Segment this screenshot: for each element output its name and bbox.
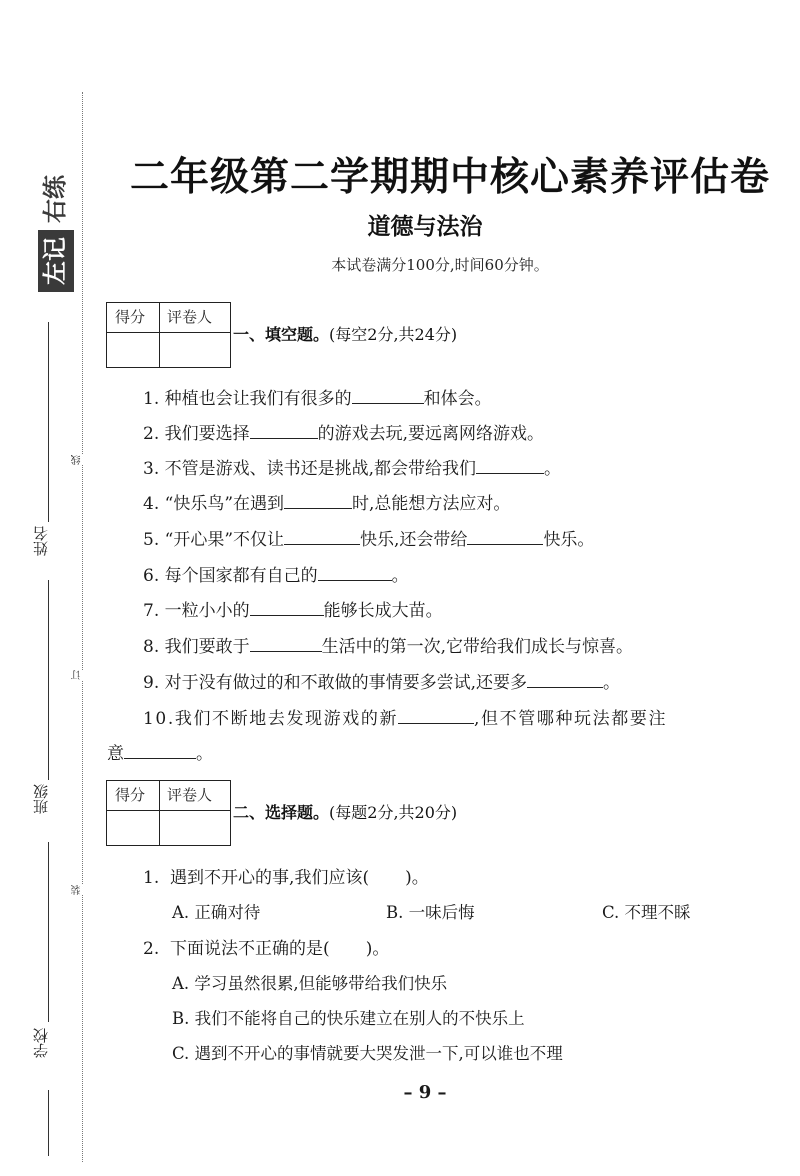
fill-question-6: 6. 每个国家都有自己的 。 xyxy=(143,566,409,586)
subject-title: 道德与法治 xyxy=(367,214,483,240)
fill-question-1: 1. 种植也会让我们有很多的 和体会。 xyxy=(143,389,492,409)
choice-question-1: 1. 遇到不开心的事,我们应该( )。 xyxy=(143,868,429,888)
class-field-line xyxy=(48,580,49,780)
section2-note: (每题2分,共20分) xyxy=(329,803,458,822)
score-label: 得分 xyxy=(115,308,146,326)
choice-2-option-b[interactable]: B. 我们不能将自己的快乐建立在别人的不快乐上 xyxy=(172,1009,525,1028)
choice-question-2: 2. 下面说法不正确的是( )。 xyxy=(143,939,390,959)
score-box-1 xyxy=(106,302,231,368)
section2-heading: 二、选择题。(每题2分,共20分) xyxy=(233,803,458,822)
fill-question-4: 4. “快乐鸟”在遇到 时,总能想方法应对。 xyxy=(143,494,511,514)
fill-question-8: 8. 我们要敢于 生活中的第一次,它带给我们成长与惊喜。 xyxy=(143,637,634,657)
class-label: 班级 xyxy=(32,784,50,814)
answer-blank[interactable] xyxy=(527,673,603,688)
section1-heading: 一、填空题。(每空2分,共24分) xyxy=(233,325,458,344)
grader-label: 评卷人 xyxy=(167,786,213,804)
choice-1-option-b[interactable]: B. 一味后悔 xyxy=(386,903,475,922)
answer-blank[interactable] xyxy=(398,709,474,724)
svg-text:右练: 右练 xyxy=(41,175,69,223)
choice-1-option-a[interactable]: A. 正确对待 xyxy=(172,903,261,922)
answer-blank[interactable] xyxy=(284,530,360,545)
answer-blank[interactable] xyxy=(124,744,196,759)
answer-blank[interactable] xyxy=(318,566,392,581)
fill-question-7: 7. 一粒小小的 能够长成大苗。 xyxy=(143,601,443,621)
name-label: 姓名 xyxy=(32,526,50,556)
page-number: – 9 – xyxy=(403,1082,447,1103)
margin-char-xian: 线 xyxy=(72,455,83,465)
fill-question-10: 10.我们不断地去发现游戏的新 ,但不管哪种玩法都要注 xyxy=(143,709,668,729)
school-field-line xyxy=(48,842,49,1022)
svg-text:左记: 左记 xyxy=(41,237,69,285)
answer-blank[interactable] xyxy=(467,530,543,545)
binding-dotted-line xyxy=(82,92,83,1162)
margin-char-ding: 订 xyxy=(72,670,83,680)
fill-question-9: 9. 对于没有做过的和不敢做的事情要多尝试,还要多 。 xyxy=(143,673,621,693)
fill-question-10-continued: 意 。 xyxy=(107,744,213,764)
side-logo xyxy=(38,168,74,292)
score-label: 得分 xyxy=(115,786,146,804)
fill-question-3: 3. 不管是游戏、读书还是挑战,都会带给我们 。 xyxy=(143,459,562,479)
grader-label: 评卷人 xyxy=(167,308,213,326)
choice-1-option-c[interactable]: C. 不理不睬 xyxy=(602,903,691,922)
fill-question-5: 5. “开心果”不仅让 快乐,还会带给 快乐。 xyxy=(143,530,595,550)
choice-2-option-c[interactable]: C. 遇到不开心的事情就要大哭发泄一下,可以谁也不理 xyxy=(172,1044,563,1063)
answer-blank[interactable] xyxy=(352,389,424,404)
choice-2-option-a[interactable]: A. 学习虽然很累,但能够带给我们快乐 xyxy=(172,974,448,993)
school-label: 学校 xyxy=(32,1028,50,1058)
name-field-line xyxy=(48,322,49,522)
section1-note: (每空2分,共24分) xyxy=(329,325,458,344)
answer-blank[interactable] xyxy=(250,424,318,439)
exam-info: 本试卷满分100分,时间60分钟。 xyxy=(331,256,549,274)
lower-margin-line xyxy=(48,1090,49,1156)
answer-blank[interactable] xyxy=(250,637,322,652)
answer-blank[interactable] xyxy=(476,459,544,474)
answer-blank[interactable] xyxy=(250,601,324,616)
margin-char-zhuang: 装 xyxy=(72,885,83,895)
fill-question-2: 2. 我们要选择 的游戏去玩,要远离网络游戏。 xyxy=(143,424,545,444)
page-title: 二年级第二学期期中核心素养评估卷 xyxy=(129,154,770,200)
answer-blank[interactable] xyxy=(284,494,352,509)
score-box-2 xyxy=(106,780,231,846)
